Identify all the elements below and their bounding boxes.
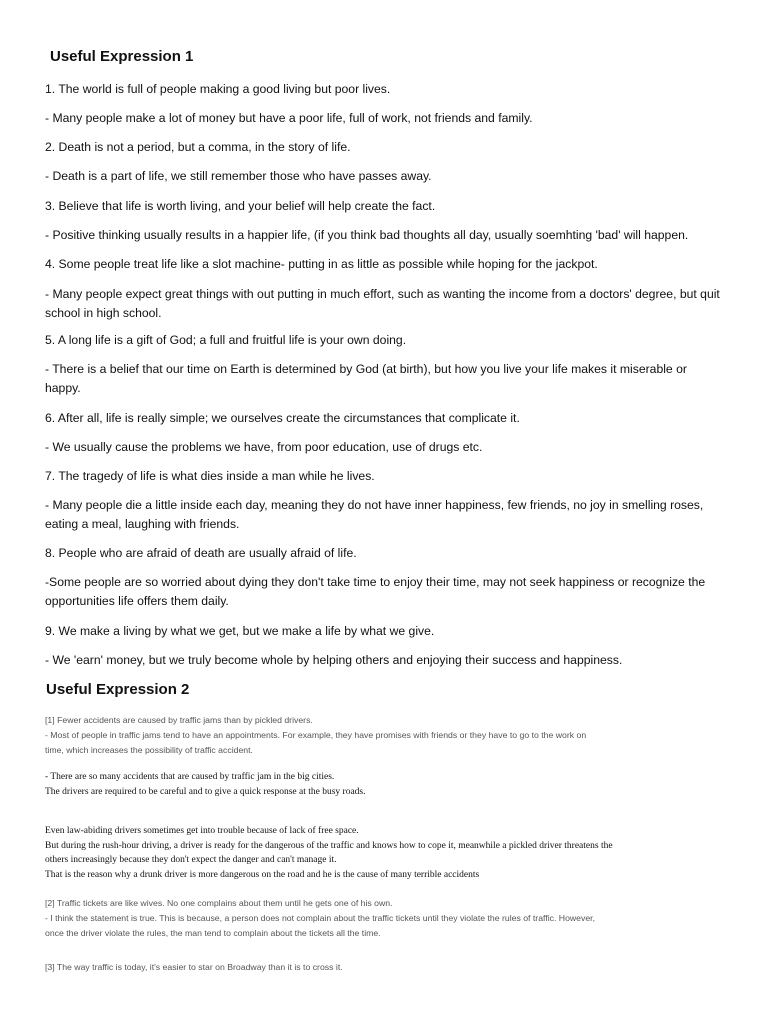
paragraph-line: - I think the statement is true. This is because, a person does not complain about the traffic tickets until they violate the rules of traffic. However, [45,913,596,923]
section-heading-2: Useful Expression 2 [46,681,190,698]
paragraph-line: The drivers are required to be careful and to give a quick response at the busy roads. [45,786,366,797]
expression-text: 1. The world is full of people making a good living but poor lives. [45,82,391,96]
expression-text: 5. A long life is a gift of God; a full and fruitful life is your own doing. [45,333,407,347]
traffic-paragraph-2 [45,770,735,799]
explanation-text: -Some people are so worried about dying they don't take time to enjoy their time, may not seek happiness or recognize the opportunities life offers them daily. [45,575,706,608]
expression-text: 8. People who are afraid of death are usually afraid of life. [45,546,357,560]
paragraph-line: Even law-abiding drivers sometimes get into trouble because of lack of free space. [45,826,359,836]
expression-item [45,651,725,670]
expression-text: 2. Death is not a period, but a comma, in the story of life. [45,140,351,154]
expression-item [45,544,725,563]
expression-item [45,573,725,610]
explanation-text: - Positive thinking usually results in a happier life, (if you think bad thoughts all day, usually soemhting 'bad' will happen. [45,228,689,242]
paragraph-line: [2] Traffic tickets are like wives. No one complains about them until he gets one of his own. [45,898,393,908]
explanation-text: - There is a belief that our time on Earth is determined by God (at birth), but how you live your life makes it miserable or happy. [45,362,687,395]
paragraph-line: others increasingly because they don't expect the danger and can't manage it. [45,855,337,865]
paragraph-line: But during the rush-hour driving, a driver is ready for the dangerous of the traffic and knows how to cope it, meanwhile a pickled driver threatens the [45,840,613,851]
expression-item [45,197,725,216]
explanation-text: - We usually cause the problems we have, from poor education, use of drugs etc. [45,440,483,454]
expression-item [45,80,725,99]
expression-item [45,496,725,533]
expression-text: 7. The tragedy of life is what dies inside a man while he lives. [45,469,375,483]
expression-item [45,285,725,322]
expression-text: 6. After all, life is really simple; we ourselves create the circumstances that complicate it. [45,411,520,425]
explanation-text: - Many people die a little inside each day, meaning they do not have inner happiness, few friends, no joy in smelling roses, eating a meal, laughing with friends. [45,498,704,531]
expression-item [45,138,725,157]
expression-item [45,360,725,397]
traffic-paragraph-5 [45,960,730,975]
expression-item [45,438,725,457]
explanation-text: - Death is a part of life, we still remember those who have passes away. [45,169,432,183]
traffic-paragraph-1 [45,713,730,758]
paragraph-line: time, which increases the possibility of traffic accident. [45,745,253,755]
expression-item [45,622,725,641]
expression-item [45,409,725,428]
paragraph-line: [1] Fewer accidents are caused by traffic jams than by pickled drivers. [45,715,313,725]
paragraph-line: [3] The way traffic is today, it's easier to star on Broadway than it is to cross it. [45,962,343,972]
expression-item [45,109,725,128]
explanation-text: - Many people make a lot of money but have a poor life, full of work, not friends and family. [45,111,533,125]
paragraph-line: once the driver violate the rules, the man tend to complain about the tickets all the time. [45,928,381,938]
explanation-text: - We 'earn' money, but we truly become whole by helping others and enjoying their success and happiness. [45,653,623,667]
expression-text: 3. Believe that life is worth living, and your belief will help create the fact. [45,199,436,213]
expression-item [45,467,725,486]
paragraph-line: - There are so many accidents that are caused by traffic jam in the big cities. [45,772,335,782]
expression-item [45,167,725,186]
traffic-paragraph-3 [45,824,735,882]
expression-item [45,255,725,274]
paragraph-line: - Most of people in traffic jams tend to have an appointments. For example, they have promises with friends or they have to go to the work on [45,730,587,740]
expression-item [45,331,725,350]
expression-text: 4. Some people treat life like a slot machine- putting in as little as possible while hoping for the jackpot. [45,257,598,271]
paragraph-line: That is the reason why a drunk driver is more dangerous on the road and he is the cause of many terrible accidents [45,869,480,880]
traffic-paragraph-4 [45,896,730,941]
expression-text: 9. We make a living by what we get, but we make a life by what we give. [45,624,435,638]
expression-item [45,226,725,245]
explanation-text: - Many people expect great things with out putting in much effort, such as wanting the income from a doctors' degree, but quit school in high school. [45,287,720,320]
section-heading-1: Useful Expression 1 [50,48,194,65]
